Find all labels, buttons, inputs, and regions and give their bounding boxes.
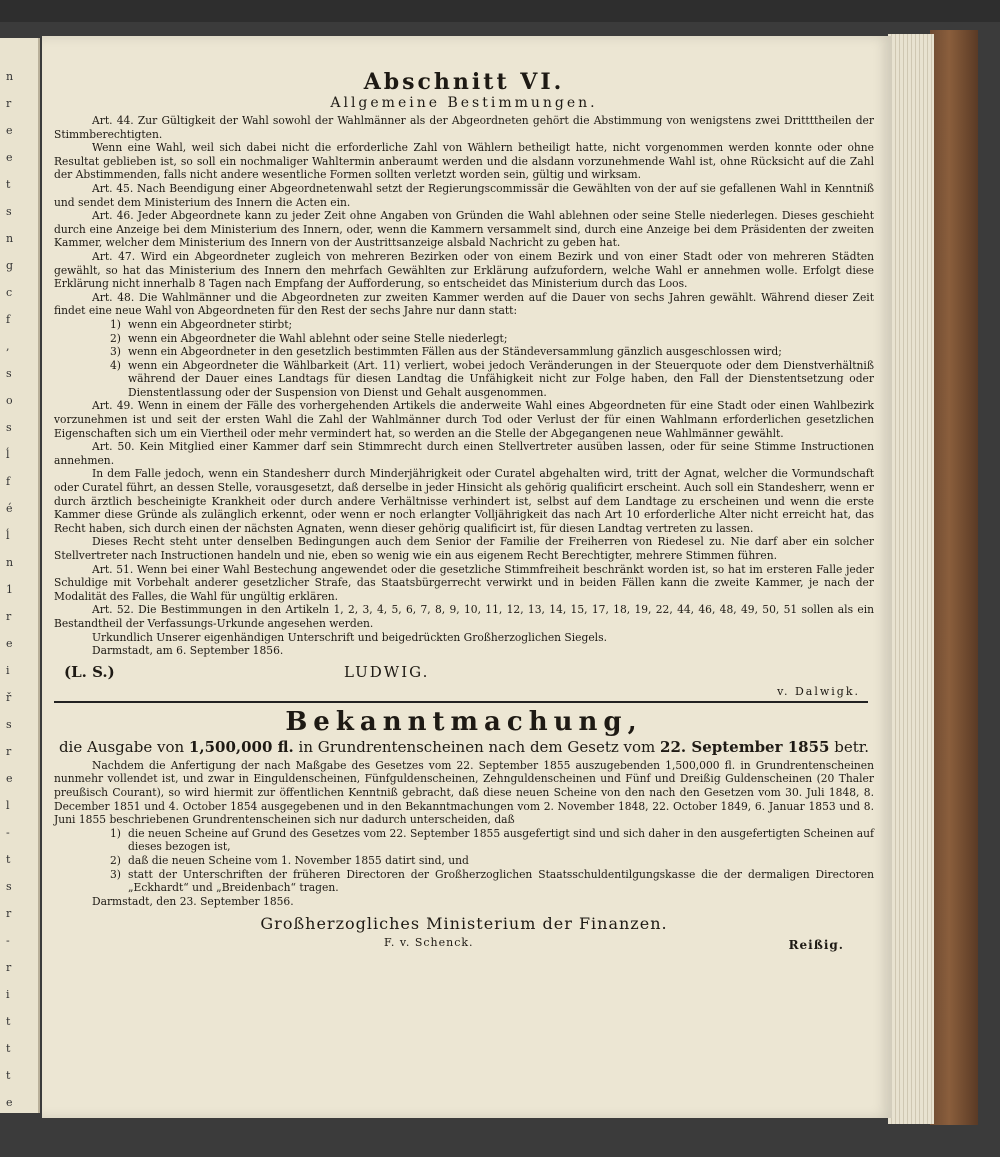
margin-letter: s <box>6 205 12 218</box>
announcement-signers <box>54 934 874 952</box>
margin-letter: r <box>6 961 12 974</box>
margin-letter: ĺ <box>6 448 10 461</box>
margin-letter: n <box>6 70 14 83</box>
paragraph: In dem Falle jedoch, wenn ein Standesherr durch Minderjährigkeit oder Curatel abgehalten wird, tritt der Agnat, welcher die Vormundschaft oder Curatel führt, an dessen Stelle, vorausgesetzt, daß derselbe in jeder Hinsicht als gehörig qualificirt erscheint. Auch soll ein Standesherr, wenn er durch ärztlich bescheinigte Krankheit oder durch andere Verhältnisse verhindert ist, selbst auf dem Landtage zu erscheinen und wenn die erste Kammer diese Gründe als zulänglich erkennt, oder wenn er noch erlangter Volljährigkeit das nach Art 10 erforderliche Alter nicht erreicht hat, das Recht haben, sich durch einen der nächsten Agnaten, wenn dieser gehörig qualificirt ist, für diesen Landtag vertreten zu lassen. <box>54 467 874 535</box>
list-item <box>110 332 874 346</box>
margin-letter: e <box>6 637 13 650</box>
list-item <box>110 359 874 400</box>
seal-mark: (L. S.) <box>64 662 115 681</box>
paragraph: Art. 49. Wenn in einem der Fälle des vorhergehenden Artikels die anderweite Wahl eines Abgeordneten für eine Stadt oder einen Wahlbezirk vorzunehmen ist und seit der ersten Wahl die Zahl der Wahlmänner durch Tod oder Verlust der für einen Wahlmann erforderlichen gesetzlichen Eigenschaften sich um ein Viertheil oder mehr vermindert hat, so werden an die Stelle der Abgegangenen neue Wahlmänner gewählt. <box>54 399 874 440</box>
margin-letter: l <box>6 799 10 812</box>
margin-letter: t <box>6 853 11 866</box>
list-item <box>110 854 874 868</box>
announcement-list <box>110 827 874 895</box>
list-item-text: wenn ein Abgeordneter stirbt; <box>128 317 293 331</box>
list-item-text: die neuen Scheine auf Grund des Gesetzes vom 22. September 1855 ausgefertigt sind und sich daher in den ausgefertigten Scheinen auf dieses bezogen ist, <box>128 826 874 854</box>
margin-letter: g <box>6 259 14 272</box>
margin-letter: s <box>6 880 12 893</box>
signature-row <box>54 661 874 683</box>
margin-letter: r <box>6 745 12 758</box>
section-paragraphs-continued <box>54 399 874 657</box>
section-paragraphs <box>54 114 874 318</box>
margin-letter: t <box>6 1042 11 1055</box>
list-item <box>110 868 874 895</box>
book-cover-edge <box>930 30 978 1125</box>
list-item-number: 2) <box>110 853 121 867</box>
ministry-name: Großherzogliches Ministerium der Finanzen. <box>260 914 668 934</box>
announcement-subtitle: die Ausgabe von 1,500,000 fl. in Grundrentenscheinen nach dem Gesetz vom 22. September 1855 betr. <box>58 737 870 756</box>
margin-letter: r <box>6 97 12 110</box>
margin-letter: n <box>6 556 14 569</box>
list-item-text: statt der Unterschriften der früheren Directoren der Großherzoglichen Staatsschuldentilgungskasse die der dermaligen Directoren „Eckhardt“ und „Breidenbach“ tragen. <box>128 867 874 895</box>
margin-letter: f <box>6 313 11 326</box>
paragraph: Darmstadt, am 6. September 1856. <box>92 644 284 658</box>
margin-letter: t <box>6 178 11 191</box>
page-content <box>54 66 874 952</box>
margin-letter: - <box>6 826 10 839</box>
list-item-number: 2) <box>110 331 121 345</box>
margin-letter: i <box>6 664 10 677</box>
section-subtitle: Allgemeine Bestimmungen. <box>330 95 598 111</box>
margin-letter: é <box>6 502 13 515</box>
paragraph: Art. 45. Nach Beendigung einer Abgeordnetenwahl setzt der Regierungscommissär die Gewählten von der auf sie gefallenen Wahl in Kenntniß und sendet dem Ministerium des Innern die Acten ein. <box>54 181 874 209</box>
margin-letter: r <box>6 610 12 623</box>
paragraph: Art. 52. Die Bestimmungen in den Artikeln 1, 2, 3, 4, 5, 6, 7, 8, 9, 10, 11, 12, 13, 14, 15, 17, 18, 19, 22, 44, 46, 48, 49, 50, 51 sollen als ein Bestandtheil der Verfassungs-Urkunde angesehen werden. <box>54 603 874 630</box>
margin-letter: s <box>6 367 12 380</box>
paragraph: Art. 47. Wird ein Abgeordneter zugleich von mehreren Bezirken oder von einem Bezirk und von einer Stadt oder von mehreren Städten gewählt, so hat das Ministerium des Innern den mehrfach Gewählten zur Erklärung aufzufordern, welche Wahl er annehmen wolle. Erfolgt diese Erklärung nicht innerhalb 8 Tagen nach Empfang der Aufforderung, so entscheidet das Ministerium durch das Loos. <box>54 249 874 291</box>
document-page <box>42 36 892 1118</box>
margin-letter: ř <box>6 691 12 704</box>
announcement-title: Bekanntmachung, <box>285 706 643 737</box>
margin-letter: i <box>6 988 10 1001</box>
margin-letter: ĺ <box>6 529 10 542</box>
paragraph: Art. 46. Jeder Abgeordnete kann zu jeder Zeit ohne Angaben von Gründen die Wahl ablehnen oder seine Stelle niederlegen. Dieses geschieht durch eine Anzeige bei dem Ministerium des Innern, oder, wenn die Kammern versammelt sind, durch eine Anzeige bei dem Präsidenten der zweiten Kammer, welcher dem Ministerium des Innern von der Austrittsanzeige alsbald Nachricht zu geben hat. <box>54 209 874 250</box>
margin-letter: t <box>6 1015 11 1028</box>
paragraph: Dieses Recht steht unter denselben Bedingungen auch dem Senior der Familie der Freiherren von Riedesel zu. Nie darf aber ein solcher Stellvertreter nach Instructionen handeln und nie, eben so wenig wie ein aus eigenem Recht Berechtigter, mehrere Stimmen führen. <box>54 535 874 562</box>
list-item-number: 3) <box>110 345 121 359</box>
margin-letter: e <box>6 151 13 164</box>
margin-letter: e <box>6 772 13 785</box>
divider-rule <box>54 701 868 703</box>
section-title: Abschnitt VI. <box>363 69 565 95</box>
list-item-number: 1) <box>110 317 121 331</box>
margin-letter: t <box>6 1069 11 1082</box>
margin-letter: c <box>6 286 13 299</box>
list-item-text: daß die neuen Scheine vom 1. November 1855 datirt sind, und <box>128 853 469 867</box>
paragraph: Art. 50. Kein Mitglied einer Kammer darf sein Stimmrecht durch einen Stellvertreter ausüben lassen, oder für seine Stimme Instructionen annehmen. <box>54 440 874 467</box>
binding-edge <box>0 0 1000 22</box>
paragraph: Art. 51. Wenn bei einer Wahl Bestechung angewendet oder die gesetzliche Stimmfreiheit beschränkt worden ist, so hat im ersteren Falle jeder Schuldige mit Vorbehalt anderer gesetzlicher Strafe, das Staatsbürgerrecht verwirkt und in beiden Fällen kann die zweite Kammer, je nach der Modalität des Falles, die Wahl für ungültig erklären. <box>54 562 874 603</box>
signer-schenck: F. v. Schenck. <box>384 936 474 950</box>
paragraph: Art. 44. Zur Gültigkeit der Wahl sowohl der Wahlmänner als der Abgeordneten gehört die Abstimmung von wenigstens zwei Drittttheilen der Stimmberechtigten. <box>54 114 874 141</box>
list-item-number: 3) <box>110 867 121 881</box>
announcement-paragraph: Nachdem die Anfertigung der nach Maßgabe des Gesetzes vom 22. September 1855 auszugebenden 1,500,000 fl. in Grundrentenscheinen nunmehr vollendet ist, und zwar in Einguldenscheinen, Fünfguldenscheinen, Zehnguldenscheinen und Fünf und Dreißig Guldenscheinen (20 Thaler preußisch Courant), so wird hiermit zur öffentlichen Kenntniß gebracht, daß diese neuen Scheine von den nach den Gesetzen vom 30. Juli 1848, 8. December 1851 und 4. October 1854 ausgegebenen und in den Bekanntmachungen vom 2. November 1848, 22. October 1849, 6. Januar 1853 und 8. Juni 1855 beschriebenen Grundrentenscheinen sich nur dadurch unterscheiden, daß <box>54 758 874 827</box>
margin-letter: e <box>6 124 13 137</box>
list-item-number: 1) <box>110 826 121 840</box>
list-item <box>110 318 874 332</box>
list-item-text: wenn ein Abgeordneter in den gesetzlich bestimmten Fällen aus der Ständeversammlung gänzlich ausgeschlossen wird; <box>128 345 782 359</box>
paragraph: Wenn eine Wahl, weil sich dabei nicht die erforderliche Zahl von Wählern betheiligt hatte, nicht vorgenommen werden konnte oder ohne Resultat geblieben ist, so soll ein nochmaliger Wahltermin anberaumt werden und die alsdann vorzunehmende Wahl ist, ohne Rücksicht auf die Zahl der Abstimmenden, falls nicht andere wesentliche Formen sollten verletzt worden sein, gültig und wirksam. <box>54 141 874 182</box>
margin-letter: - <box>6 934 10 947</box>
signer-reissig: Reißig. <box>788 938 844 953</box>
margin-letter: , <box>6 340 10 353</box>
conditions-list <box>110 318 874 400</box>
list-item-text: wenn ein Abgeordneter die Wahl ablehnt oder seine Stelle niederlegt; <box>128 331 508 345</box>
margin-letter: r <box>6 907 12 920</box>
margin-letter: o <box>6 394 13 407</box>
margin-letter: 1 <box>6 583 13 596</box>
margin-letter: s <box>6 718 12 731</box>
previous-page-edge <box>0 38 40 1113</box>
minister-signature: v. Dalwigk. <box>777 684 860 698</box>
margin-letter: f <box>6 475 11 488</box>
announcement-date: Darmstadt, den 23. September 1856. <box>92 894 294 908</box>
margin-letter: e <box>6 1096 13 1109</box>
sovereign-signature: LUDWIG. <box>344 662 430 681</box>
margin-letter: s <box>6 421 12 434</box>
list-item <box>110 345 874 359</box>
paragraph: Urkundlich Unserer eigenhändigen Unterschrift und beigedrückten Großherzoglichen Siegels. <box>92 630 607 644</box>
list-item <box>110 827 874 854</box>
page-stack-edges <box>888 34 934 1124</box>
paragraph: Art. 48. Die Wahlmänner und die Abgeordneten zur zweiten Kammer werden auf die Dauer von sechs Jahren gewählt. Während dieser Zeit findet eine neue Wahl von Abgeordneten für den Rest der sechs Jahre nur dann statt: <box>54 290 874 318</box>
margin-letter: n <box>6 232 14 245</box>
list-item-text: wenn ein Abgeordneter die Wählbarkeit (Art. 11) verliert, wobei jedoch Veränderungen in der Steuerquote oder dem Dienstverhältniß während der Dauer eines Landtags für diesen Landtag die Unfähigkeit nicht zur Folge haben, den Fall der Dienstentsetzung oder Dienstentlassung oder der Suspension von Dienst und Gehalt ausgenommen. <box>128 358 874 399</box>
list-item-number: 4) <box>110 358 121 372</box>
